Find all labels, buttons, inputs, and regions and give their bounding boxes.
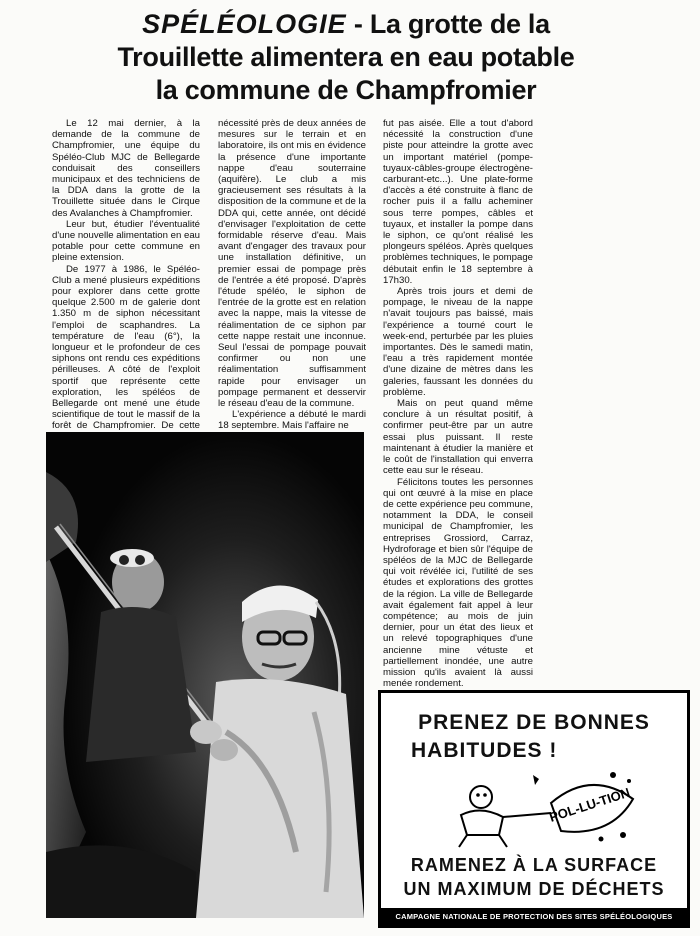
paragraph: Après trois jours et demi de pompage, le niveau de la nappe n'avait toujours pas baissé, mais l'expérience a tourné court le week-end, perturbée par les pluies importantes. Dès le samedi matin, l'eau a très rapidement montée d'une dizaine de mètres dans les galeries, faussant les données du problème. (383, 286, 533, 398)
paragraph: L'expérience a débuté le mardi 18 septembre. Mais l'affaire ne (218, 409, 366, 432)
article-column-3 (383, 118, 533, 689)
ad-line-4: UN MAXIMUM DE DÉCHETS (403, 879, 665, 899)
article-column-2 (218, 118, 366, 432)
ad-line-1: PRENEZ DE BONNES (418, 711, 650, 734)
ad-balloon-text: POL-LU-TION (547, 784, 632, 825)
paragraph: Félicitons toutes les personnes qui ont œuvré à la mise en place de cette expérience peu commune, notamment la DDA, le conseil municipal de Champfromier, les entreprises Grossiord, Carraz, Hydroforage et bien sûr l'équipe de spéléos de la MJC de Bellegarde qui voit révélée ici, l'utilité de ses études et explorations des grottes de la région. La ville de Bellegarde avait également fait appel à leur compétence; au mois de juin dernier, pour un état des lieux et un relevé topographiques d'une ancienne mine vétuste et partiellement inondée, une autre mission qu'ils avaient là aussi menée rondement. (383, 476, 533, 690)
paragraph: De 1977 à 1986, le Spéléo-Club a mené plusieurs expéditions pour explorer dans cette grotte quelque 2.500 m de galerie dont 1.350 m de siphon nécessitant l'emploi de scaphandres. La température de l'eau (6°), la longueur et le profondeur de ces siphons ont rendu ces expéditions périlleuses. A côté de l'exploit sportif que représente cette exploration, les spéléos de Bellegarde ont mené une étude scientifique de tout le massif de la forêt de Champfromier. De cette (52, 263, 200, 432)
headline-separator: - (346, 9, 370, 39)
campaign-advertisement (378, 690, 690, 928)
paragraph: nécessité près de deux années de mesures sur le terrain et en laboratoire, ils ont mis en évidence la présence d'une importante nappe d'eau souterraine (aquifère). Le club a mis gracieusement ses résultats à la disposition de la commune et de la DDA qui, cette année, ont décidé d'envisager l'exploitation de cette formidable réserve d'eau. Mais avant d'engager des travaux pour une installation définitive, un premier essai de pompage près de l'entrée a été proposé. D'après l'étude spéléo, le siphon de l'entrée de la grotte est en relation avec la nappe, mais la vitesse de réalimentation de ce siphon par cette nappe restait une inconnue. Seul l'essai de pompage pouvait confirmer ou non une réalimentation suffisamment rapide pour envisager un pompage permanent et desservir le réseau d'eau de la commune. (218, 118, 366, 410)
litter-cartoon-illustration (441, 765, 641, 849)
cave-photo-illustration (46, 432, 364, 918)
headline-title-2: Trouillette alimentera en eau potable (117, 42, 575, 72)
paragraph: fut pas aisée. Elle a tout d'abord nécessité la construction d'une piste pour atteindre la grotte avec un important matériel (pompe-tuyaux-câbles-groupe électrogène-carburant-etc...). Une plate-forme d'accès a été construite à flanc de rocher puis il a fallu acheminer sous terre pompes, câbles et tuyaux, et installer la pompe dans le siphon, ce qu'ont réalisé les plongeurs spéléos. Après quelques problèmes techniques, le pompage débutait enfin le 18 septembre à 17h30. (383, 118, 533, 286)
paragraph: Mais on peut quand même conclure à un résultat positif, à confirmer peut-être par un autre essai plus puissant. Il reste maintenant à étudier la manière et le coût de l'installation qui enverra cette eau sur le réseau. (383, 398, 533, 477)
headline-line-1 (36, 8, 656, 41)
headline-title-3: la commune de Champfromier (155, 75, 537, 105)
ad-line-2: HABITUDES ! (411, 739, 558, 762)
headline (36, 8, 656, 107)
paragraph: Le 12 mai dernier, à la demande de la commune de Champfromier, une équipe du Spéléo-Club MJC de Bellegarde conduisait des conseillers municipaux et des techniciens de la DDA dans la grotte de la Trouillette située dans le Cirque des Avalanches à Champfromier. (52, 118, 200, 219)
headline-kicker: SPÉLÉOLOGIE (142, 9, 347, 39)
ad-footer: CAMPAGNE NATIONALE DE PROTECTION DES SITES SPÉLÉOLOGIQUES (381, 908, 687, 925)
headline-title-1: La grotte de la (369, 9, 550, 39)
cave-photo (46, 432, 364, 918)
ad-line-3: RAMENEZ À LA SURFACE (410, 855, 658, 875)
article-column-1 (52, 118, 200, 443)
paragraph: Leur but, étudier l'éventualité d'une nouvelle alimentation en eau potable pour cette commune en pleine extension. (52, 218, 200, 264)
